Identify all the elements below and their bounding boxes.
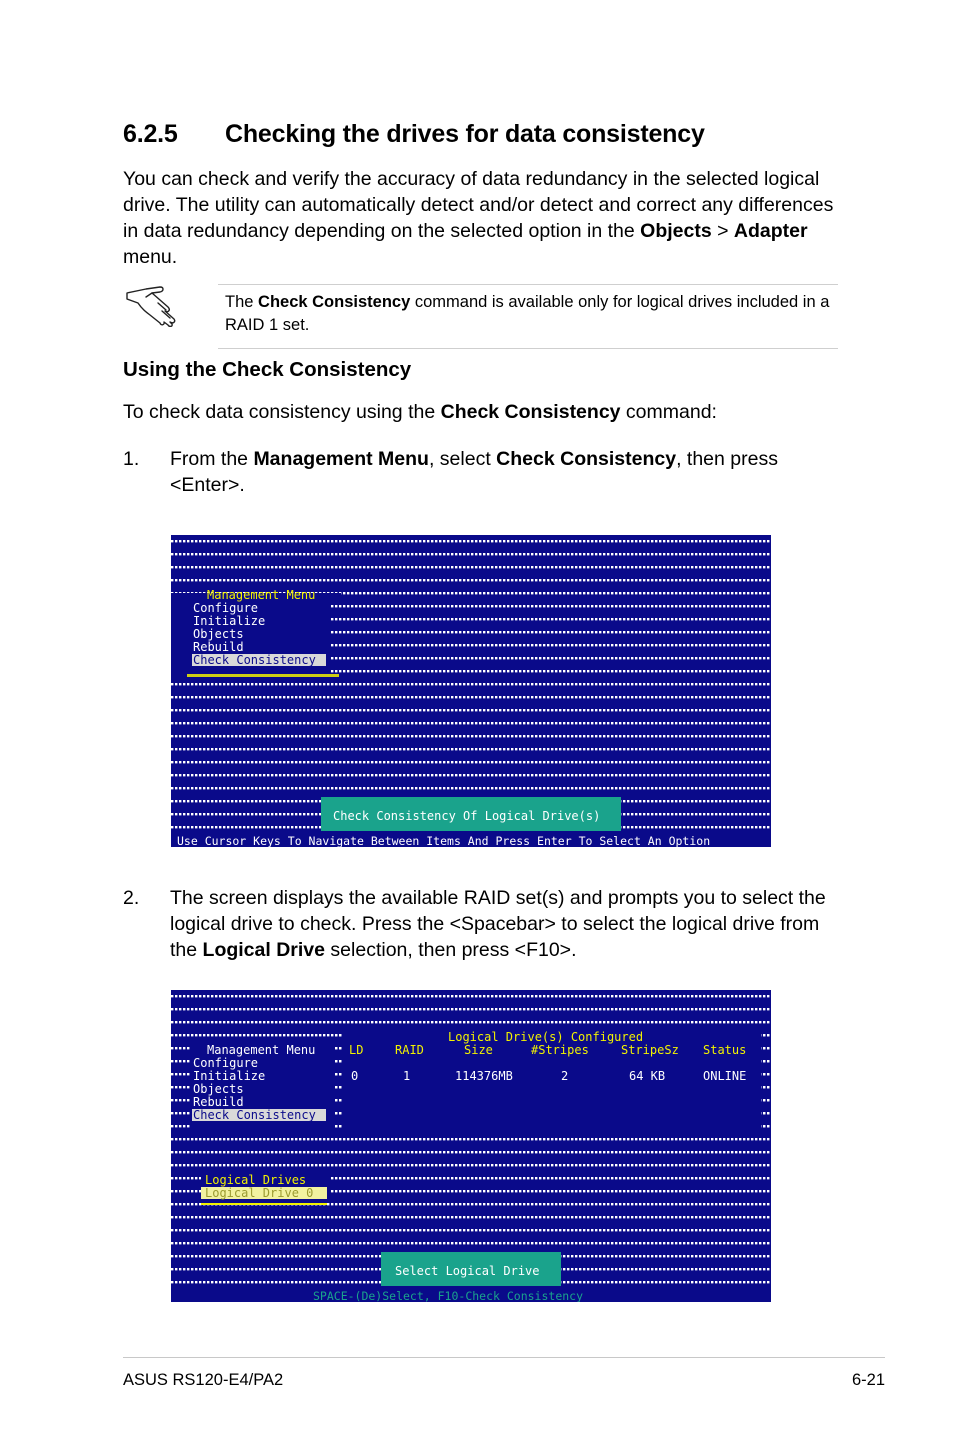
section-heading: [123, 120, 705, 149]
menu-item-configure[interactable]: Configure: [193, 601, 259, 615]
step-number: 2.: [123, 887, 140, 909]
column-header-ld: LD: [349, 1043, 364, 1057]
step-text-part: , select: [428, 448, 497, 470]
menu-title: Management Menu: [207, 588, 316, 602]
logical-drive-0-item[interactable]: Logical Drive 0: [205, 1186, 314, 1200]
note-box: [218, 284, 838, 349]
lead-text: command:: [620, 401, 717, 423]
note-text: [225, 291, 838, 337]
footer-page-number: 6-21: [851, 1371, 885, 1389]
column-header-stripesz: StripeSz: [621, 1043, 679, 1057]
logical-drives-title: Logical Drives: [205, 1173, 307, 1187]
status-message: Check Consistency Of Logical Drive(s): [333, 809, 601, 823]
lead-paragraph: [123, 399, 717, 425]
menu-item-check-consistency[interactable]: Check Consistency: [193, 653, 316, 667]
step-text-part: From the: [170, 448, 254, 470]
menu-item-check-consistency[interactable]: Check Consistency: [193, 1108, 316, 1122]
intro-text: >: [711, 220, 734, 242]
menu-item-configure[interactable]: Configure: [193, 1056, 259, 1070]
page-footer: [123, 1357, 885, 1389]
column-header-raid: RAID: [395, 1043, 424, 1057]
menu-item-rebuild[interactable]: Rebuild: [193, 640, 244, 654]
cell-stripes: 2: [561, 1069, 569, 1083]
step-1: [123, 446, 843, 498]
cell-ld: 0: [351, 1069, 359, 1083]
menu-item-objects[interactable]: Objects: [193, 1082, 244, 1096]
cell-stripesz: 64 KB: [629, 1069, 666, 1083]
status-message: Select Logical Drive: [395, 1264, 540, 1278]
lead-text: To check data consistency using the: [123, 401, 441, 423]
column-header-size: Size: [464, 1043, 493, 1057]
cell-raid: 1: [403, 1069, 411, 1083]
hint-bar: SPACE-(De)Select, F10-Check Consistency: [313, 1289, 584, 1302]
column-header-stripes: #Stripes: [531, 1043, 589, 1057]
menu-item-initialize[interactable]: Initialize: [193, 1069, 266, 1083]
footer-product: ASUS RS120-E4/PA2: [123, 1371, 284, 1389]
bios-screenshot-2: [171, 990, 771, 1302]
hint-bar: Use Cursor Keys To Navigate Between Items And Press Enter To Select An Option: [177, 834, 711, 847]
intro-text: menu.: [123, 246, 178, 268]
cell-status: ONLINE: [703, 1069, 747, 1083]
adapter-term: Adapter: [733, 220, 808, 242]
note-text-part: The: [225, 293, 259, 311]
step-text: [170, 885, 840, 963]
step-2: [123, 885, 843, 963]
menu-item-objects[interactable]: Objects: [193, 627, 244, 641]
column-header-status: Status: [703, 1043, 747, 1057]
bios-screenshot-1: [171, 535, 771, 847]
step-text-part: selection, then press <F10>.: [325, 939, 577, 961]
hand-pointing-icon: [124, 281, 180, 327]
menu-item-rebuild[interactable]: Rebuild: [193, 1095, 244, 1109]
intro-paragraph: [123, 166, 843, 270]
subheading: Using the Check Consistency: [123, 358, 412, 381]
table-title: Logical Drive(s) Configured: [448, 1030, 644, 1044]
cell-size: 114376MB: [455, 1069, 513, 1083]
step-text-part: , then press <Enter>.: [170, 448, 778, 496]
section-title: Checking the drives for data consistency: [225, 120, 705, 148]
intro-text: You can check and verify the accuracy of data redundancy in the selected logical drive. The utility can automatically detect and/or detect and correct any differences in data redundancy depending on the selected option in the: [123, 168, 834, 242]
step-number: 1.: [123, 448, 140, 470]
management-menu-term: Management Menu: [253, 448, 429, 470]
step-text-part: The screen displays the available RAID set(s) and prompts you to select the logical drive to check. Press the <Spacebar> to select the logical drive from the: [170, 887, 826, 961]
check-consistency-term: Check Consistency: [258, 293, 411, 311]
logical-drive-term: Logical Drive: [202, 939, 325, 961]
menu-title: Management Menu: [207, 1043, 316, 1057]
check-consistency-term: Check Consistency: [496, 448, 677, 470]
check-consistency-term: Check Consistency: [440, 401, 621, 423]
section-number: 6.2.5: [123, 120, 178, 148]
objects-term: Objects: [640, 220, 712, 242]
step-text: [170, 446, 790, 498]
note-text-part: command is available only for logical drives included in a RAID 1 set.: [225, 293, 830, 334]
menu-item-initialize[interactable]: Initialize: [193, 614, 266, 628]
